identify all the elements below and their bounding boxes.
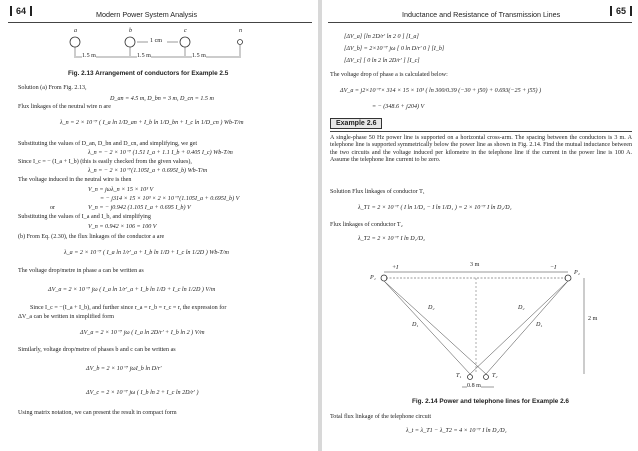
label-t1: T₁ (456, 373, 462, 379)
equation: ΔV_b = 2 × 10⁻⁷ jωI_b ln D/r′ (86, 366, 162, 372)
text-line: Flux linkages of the neutral wire n are (18, 104, 111, 110)
equation: λ_n = − 2 × 10⁻⁷(1.105I_a + 0.695I_b) Wb-T/m (88, 168, 208, 174)
equation: ΔV_a = 2 × 10⁻⁷ jω ( I_a ln 2D/r′ + I_b ln 2 ) V/m (80, 330, 205, 336)
label-d1-left: D₁ (412, 322, 419, 328)
page-number: 65 (610, 6, 632, 16)
spacing-bc: 1.5 m (137, 53, 151, 59)
equation: V_n = − j0.942 (1.105 I_a + 0.695 I_b) V (88, 205, 191, 211)
example-heading: Example 2.6 (330, 118, 382, 129)
header-rule (8, 22, 312, 23)
label-diameter: 1 cm (150, 38, 163, 44)
equation: λ_T1 = 2 × 10⁻⁷ ( I ln 1/D₂ − I ln 1/D₁ ) = 2 × 10⁻⁷ I ln D₂/D₁ (358, 205, 512, 211)
equation: λ_n = − 2 × 10⁻⁷ (1.51 I_a + 1.1 I_b + 0.405 I_c) Wb-T/m (88, 150, 233, 156)
equation: ΔV_c = 2 × 10⁻⁷ jω ( I_b ln 2 + I_c ln 2D/r′ ) (86, 390, 199, 396)
label-minus-i: −I (550, 265, 557, 271)
page-number: 64 (10, 6, 32, 16)
span-label: 3 m (470, 262, 480, 268)
text-line: Solution Flux linkages of conductor T₁ (330, 189, 425, 195)
running-header: Modern Power System Analysis (96, 10, 198, 19)
matrix-row: [ΔV_c] [ 0 ln 2 ln 2D/r′ ] [I_c] (344, 58, 420, 64)
label-p2: P₂ (574, 270, 580, 276)
equation: D_an = 4.5 m, D_bn = 3 m, D_cn = 1.5 m (110, 96, 214, 102)
text-line: Similarly, voltage drop/metre of phases b and c can be written as (18, 347, 176, 353)
example-text: A single-phase 50 Hz power line is supported on a horizontal cross-arm. The spacing between the conductors is 3 m. A telephone line is supported symmetrically below the power line as shown in Fig. 2.14. Find the mutual inductance between the two circuits and the voltage induced per kilometre in the telephone line if the current in the power line is 100 A. Assume the telephone line current to be zero. (330, 135, 632, 164)
label-n: n (239, 28, 243, 34)
tsep-label: 0.8 m (467, 383, 481, 389)
equation: λ_T2 = 2 × 10⁻⁷ I ln D₁/D₂ (358, 236, 425, 242)
label-plus-i: +I (392, 265, 399, 271)
spacing-ab: 1.5 m (82, 53, 96, 59)
matrix-row: [ΔV_a] [ln 2D/r′ ln 2 0 ] [I_a] (344, 34, 419, 40)
text-line: Using matrix notation, we can present the result in compact form (18, 410, 177, 416)
label-a: a (74, 28, 78, 34)
text-line: The voltage drop of phase a is calculated below: (330, 72, 448, 78)
text-line: or (50, 205, 56, 211)
label-c: c (184, 28, 187, 34)
spacing-cn: 1.5 m (192, 53, 206, 59)
text-line: Flux linkages of conductor T₂ (330, 222, 403, 228)
text-line: Total flux linkage of the telephone circuit (330, 414, 432, 420)
equation: = − j314 × 15 × 10³ × 2 × 10⁻⁷(1.105I_a + 0.695I_b) V (100, 196, 240, 202)
height-label: 2 m (588, 316, 598, 322)
text-line: Since I_c = −(I_a + I_b), and further since r_a = r_b = r_c = r, the expression for (30, 305, 227, 311)
equation: ΔV_a = 2 × 10⁻⁷ jω ( I_a ln 1/r′_a + I_b ln 1/D + I_c ln 1/2D ) V/m (48, 287, 216, 293)
equation: V_n = jωλ_n × 15 × 10³ V (88, 187, 154, 193)
conductor-arrangement-figure (30, 28, 290, 64)
figure-caption: Fig. 2.13 Arrangement of conductors for Example 2.5 (68, 70, 229, 77)
equation: ΔV_a = j2×10⁻⁷× 314 × 15 × 10³ ( ln 300/0.39 (−30 + j50) + 0.693(−25 + j55) ) (340, 88, 542, 94)
text-line: Substituting the values of I_a and I_b, and simplifying (18, 214, 151, 220)
matrix-row: [ΔV_b] = 2×10⁻⁷ jω [ 0 ln D/r′ 0 ] [I_b] (344, 46, 445, 52)
header-rule (328, 22, 632, 23)
right-page (322, 0, 638, 451)
left-page (0, 0, 318, 451)
label-d1-right: D₁ (536, 322, 543, 328)
equation: λ_a = 2 × 10⁻⁷ ( I_a ln 1/r′_a + I_b ln 1/D + I_c ln 1/2D ) Wb-T/m (64, 250, 229, 256)
power-telephone-figure (322, 250, 638, 400)
label-d2-left: D₂ (428, 305, 435, 311)
text-line: Substituting the values of D_an, D_bn and D_cn, and simplifying, we get (18, 141, 198, 147)
equation: = − (348.6 + j204) V (372, 104, 425, 110)
equation: V_n = 0.942 × 106 = 100 V (88, 224, 157, 230)
text-line: Solution (a) From Fig. 2.13, (18, 85, 87, 91)
example-rule (330, 131, 632, 132)
equation: λ_n = 2 × 10⁻⁷ ( I_a ln 1/D_an + I_b ln 1/D_bn + I_c ln 1/D_cn ) Wb-T/m (60, 120, 244, 126)
equation: λ_t = λ_T1 − λ_T2 = 4 × 10⁻⁷ I ln D₂/D₁ (406, 428, 507, 434)
label-t2: T₂ (492, 373, 498, 379)
text-line: Since I_c = − (I_a + I_b) (this is easily checked from the given values), (18, 159, 192, 165)
label-b: b (129, 28, 133, 34)
label-d2-right: D₂ (518, 305, 525, 311)
text-line: The voltage induced in the neutral wire is then (18, 177, 132, 183)
running-header: Inductance and Resistance of Transmission Lines (402, 10, 561, 19)
figure-caption: Fig. 2.14 Power and telephone lines for Example 2.6 (412, 398, 569, 405)
text-line: The voltage drop/metre in phase a can be written as (18, 268, 144, 274)
text-line: ΔV_a can be written in simplified form (18, 314, 114, 320)
label-p1: P₁ (370, 275, 376, 281)
text-line: (b) From Eq. (2.30), the flux linkages of the conductor a are (18, 234, 165, 240)
